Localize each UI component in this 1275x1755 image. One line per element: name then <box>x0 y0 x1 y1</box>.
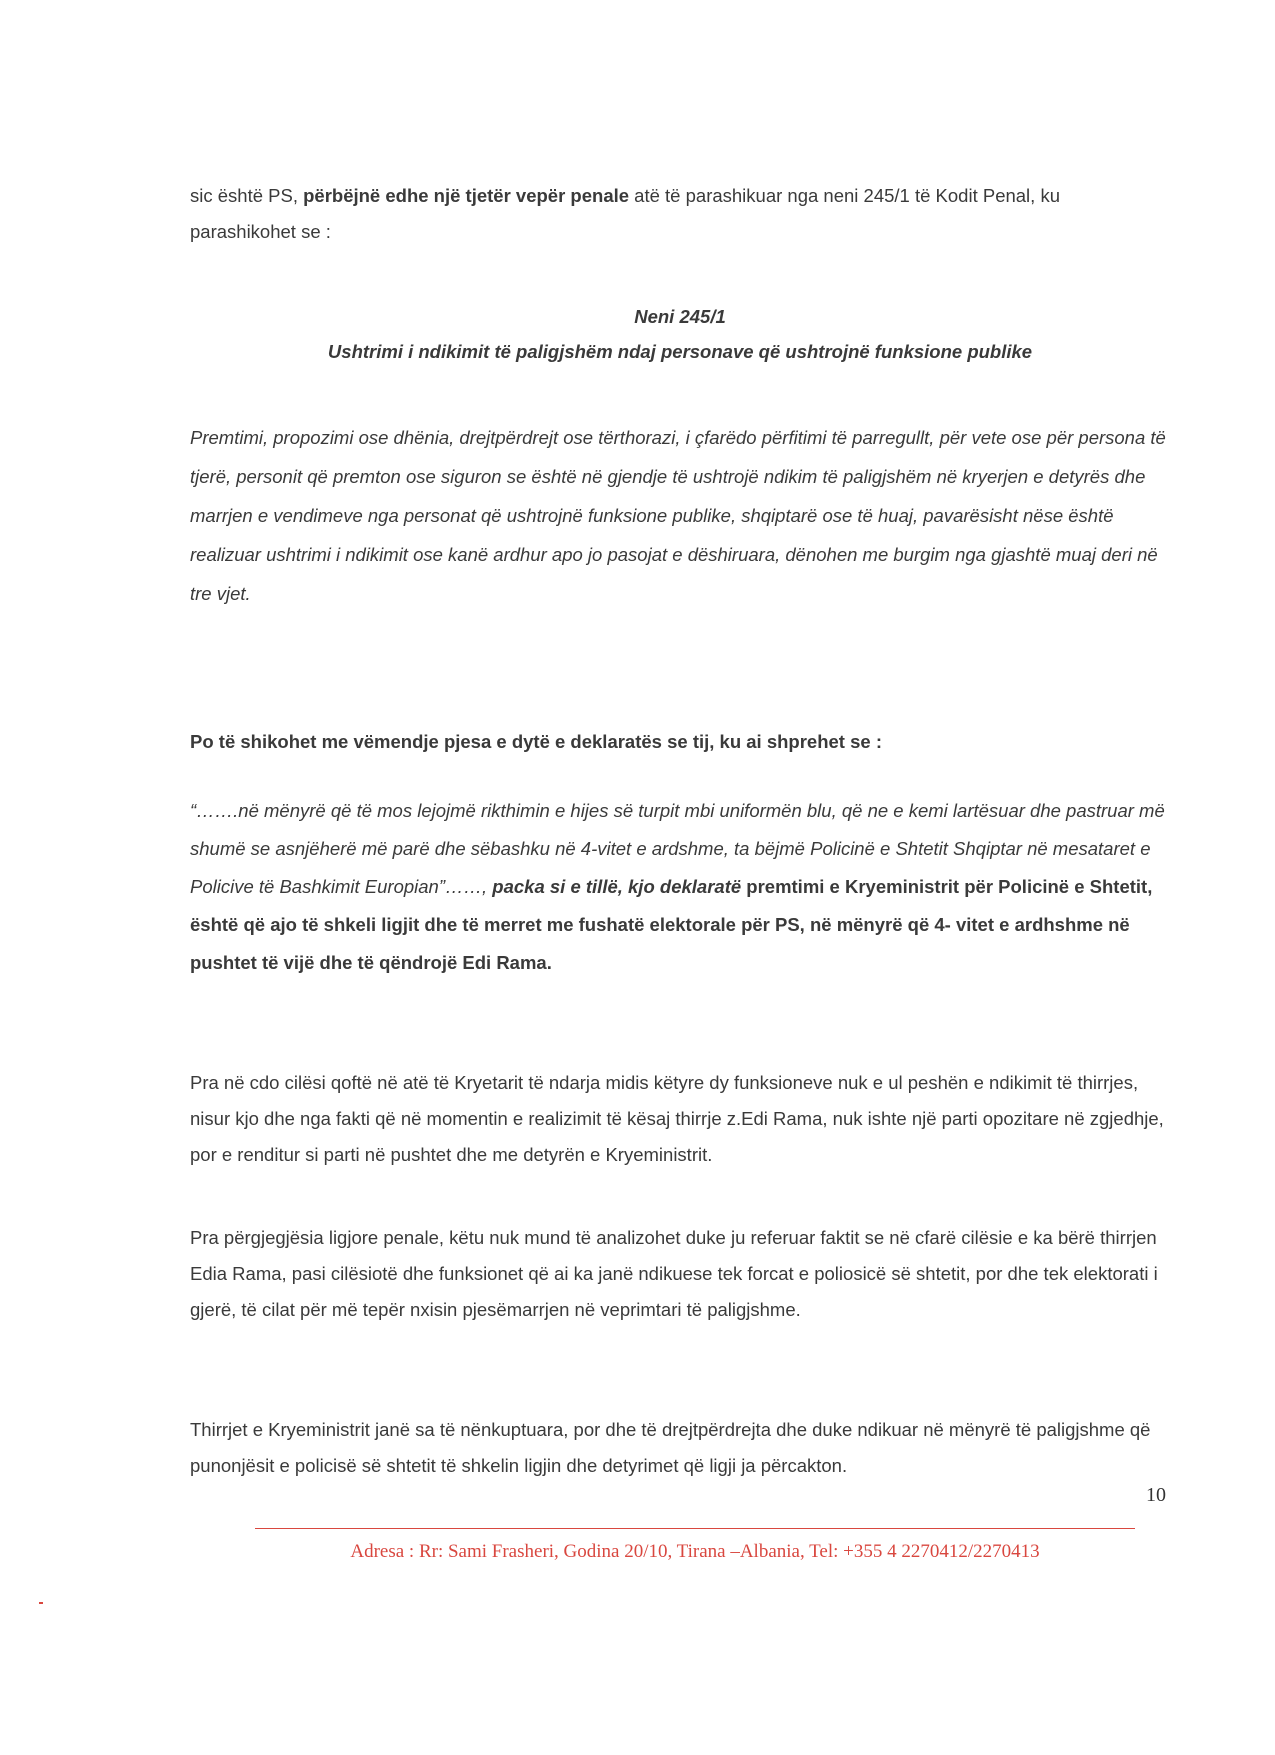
intro-text-start: sic është PS, <box>190 185 304 206</box>
quote-italic-text: “…….në mënyrë që të mos lejojmë rikthimin e hijes së turpit mbi uniformën blu, që ne e kemi lartësuar dhe pastruar më shumë se asnjëherë më parë dhe sëbashku në 4-vitet e ardshme, ta bëjmë Policinë e Shtetit Shqiptar në mesataret e Policive të Bashkimit Europian”……, <box>190 800 1165 897</box>
paragraph-cilesi: Pra në cdo cilësi qoftë në atë të Kryetarit të ndarja midis këtyre dy funksioneve nuk e ul peshën e ndikimit të thirrjes, nisur kjo dhe nga fakti që në momentin e realizimit të kësaj thirrje z.Edi Rama, nuk ishte një parti opozitare në zgjedhje, por e renditur si parti në pushtet dhe me detyrën e Kryeministrit. <box>190 1072 1164 1165</box>
declaration-intro: Po të shikohet me vëmendje pjesa e dytë e deklaratës se tij, ku ai shprehet se : <box>190 731 882 752</box>
quote-bold-text: premtimi e Kryeministrit për Policinë e Shtetit, është që ajo të shkeli ligjit dhe të merret me fushatë elektorale për PS, në mënyrë që 4- vitet e ardhshme në pushtet të vijë dhe të qëndrojë Edi Rama. <box>190 876 1153 973</box>
article-number: Neni 245/1 <box>634 306 726 327</box>
footer-divider <box>255 1528 1135 1529</box>
paragraph-pergjegjesia: Pra përgjegjësia ligjore penale, këtu nuk mund të analizohet duke ju referuar faktit se në cfarë cilësie e ka bërë thirrjen Edia Rama, pasi cilësiotë dhe funksionet që ai ka janë ndikuese tek forcat e poliosicë së shtetit, por dhe tek elektorati i gjerë, të cilat për më tepër nxisin pjesëmarrjen në veprimtari të paligjshme. <box>190 1227 1158 1320</box>
paragraph-thirrjet: Thirrjet e Kryeministrit janë sa të nënkuptuara, por dhe të drejtpërdrejta dhe duke ndikuar në mënyrë të paligjshme që punonjësit e policisë së shtetit të shkelin ligjin dhe detyrimet që ligji ja përcakton. <box>190 1419 1151 1476</box>
intro-paragraph <box>190 178 1170 250</box>
page-number: 10 <box>1146 1484 1166 1506</box>
intro-text-bold: përbëjnë edhe një tjetër vepër penale <box>303 185 630 206</box>
article-title: Ushtrimi i ndikimit të paligjshëm ndaj personave që ushtrojnë funksione publike <box>327 341 1033 362</box>
scan-mark <box>39 1602 43 1604</box>
declaration-quote <box>190 792 1170 982</box>
quote-bold-italic-text: packa si e tillë, kjo deklaratë <box>492 876 742 897</box>
footer-address: Adresa : Rr: Sami Frasheri, Godina 20/10, Tirana –Albania, Tel: +355 4 2270412/2270413 <box>350 1541 1040 1562</box>
article-body: Premtimi, propozimi ose dhënia, drejtpërdrejt ose tërthorazi, i çfarëdo përfitimi të parregullt, për vete ose për persona të tjerë, personit që premton ose siguron se është në gjendje të ushtrojë ndikim të paligjshëm në kryerjen e detyrës dhe marrjen e vendimeve nga personat që ushtrojnë funksione publike, shqiptarë ose të huaj, pavarësisht nëse është realizuar ushtrimi i ndikimit ose kanë ardhur apo jo pasojat e dëshiruara, dënohen me burgim nga gjashtë muaj deri në tre vjet. <box>190 427 1166 604</box>
intro-text-end: atë të parashikuar nga neni 245/1 të Kodit Penal, ku parashikohet se : <box>190 185 1060 242</box>
